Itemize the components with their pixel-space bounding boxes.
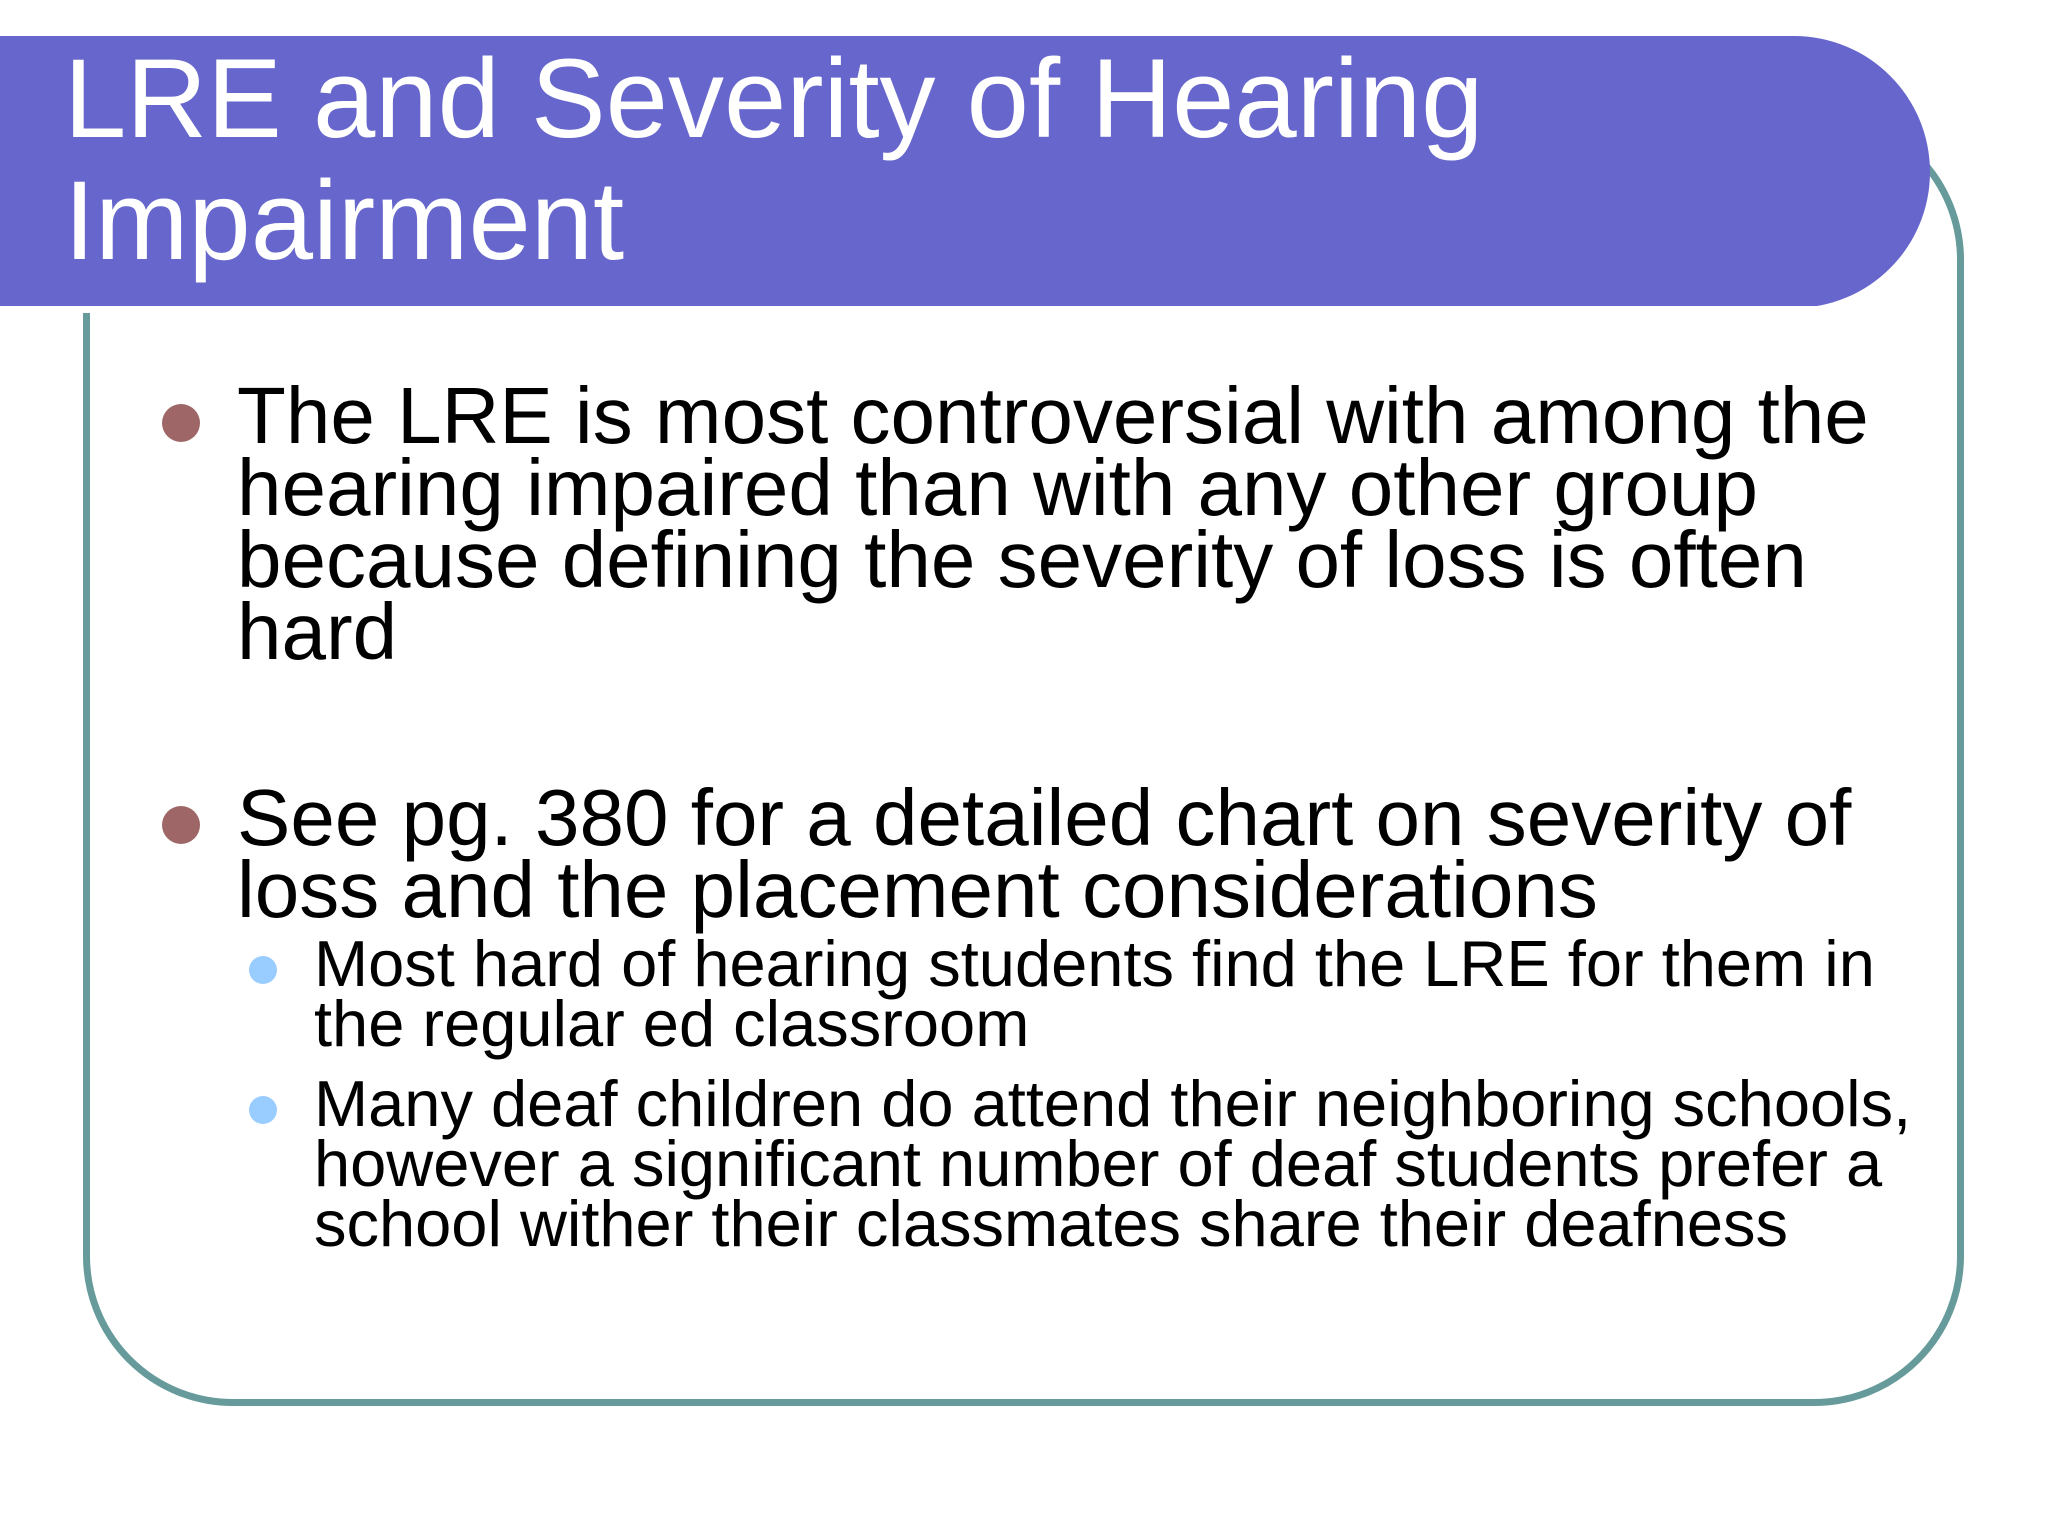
sub-bullet-item xyxy=(247,1067,1920,1260)
bullet-dot-icon xyxy=(162,404,200,442)
bullet-item xyxy=(160,371,1920,676)
sub-bullet-dot-icon xyxy=(249,1096,277,1124)
bullet-text: The LRE is most controversial with among the hearing impaired than with any other group because defining the severity of loss is often hard xyxy=(237,371,1869,676)
sub-bullet-text: Many deaf children do attend their neighboring schools, however a significant number of deaf students prefer a school wither their classmates share their deafness xyxy=(314,1067,1912,1260)
bullet-list xyxy=(160,371,1920,1260)
bullet-item xyxy=(160,773,1920,1260)
sub-bullet-dot-icon xyxy=(249,956,277,984)
bullet-text: See pg. 380 for a detailed chart on severity of loss and the placement considerations xyxy=(237,773,1852,934)
bullet-dot-icon xyxy=(162,806,200,844)
sub-bullet-list xyxy=(247,927,1920,1260)
title-underline xyxy=(0,306,1830,313)
slide-title: LRE and Severity of Hearing Impairment xyxy=(64,36,1484,283)
sub-bullet-text: Most hard of hearing students find the LRE for them in the regular ed classroom xyxy=(314,927,1875,1060)
sub-bullet-item xyxy=(247,927,1920,1060)
